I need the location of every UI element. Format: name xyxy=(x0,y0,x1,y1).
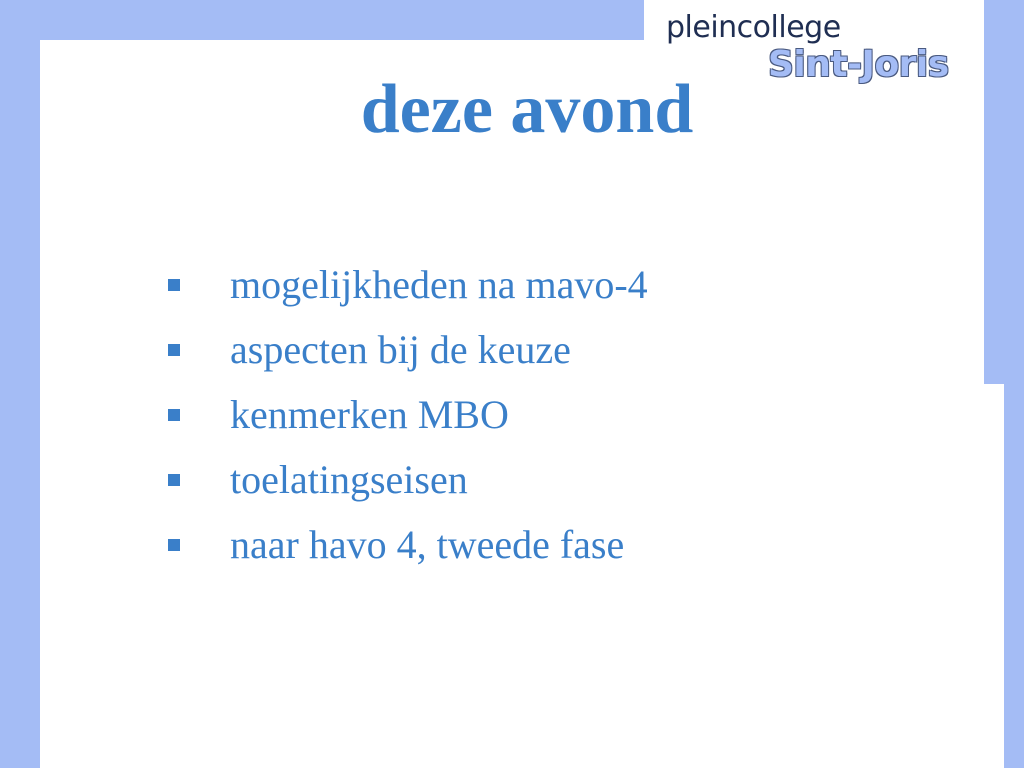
bullet-text: toelatingseisen xyxy=(230,457,468,502)
bullet-text: naar havo 4, tweede fase xyxy=(230,522,625,567)
right-decor-band-lower xyxy=(1004,384,1024,768)
bullet-item xyxy=(168,512,648,577)
bullet-list xyxy=(168,252,648,577)
square-bullet-icon xyxy=(168,344,180,356)
bullet-item xyxy=(168,447,648,512)
slide-title: deze avond xyxy=(360,71,694,148)
right-decor-band xyxy=(984,0,1024,384)
bullet-text: kenmerken MBO xyxy=(230,392,509,437)
square-bullet-icon xyxy=(168,539,180,551)
square-bullet-icon xyxy=(168,474,180,486)
top-decor-band xyxy=(40,0,644,40)
bullet-item xyxy=(168,317,648,382)
bullet-text: aspecten bij de keuze xyxy=(230,327,571,372)
bullet-text: mogelijkheden na mavo-4 xyxy=(230,262,648,307)
square-bullet-icon xyxy=(168,279,180,291)
logo-line-1: pleincollege xyxy=(666,10,841,45)
bullet-item xyxy=(168,382,648,447)
logo-line-2: Sint-Joris xyxy=(768,44,949,85)
bullet-item xyxy=(168,252,648,317)
square-bullet-icon xyxy=(168,409,180,421)
